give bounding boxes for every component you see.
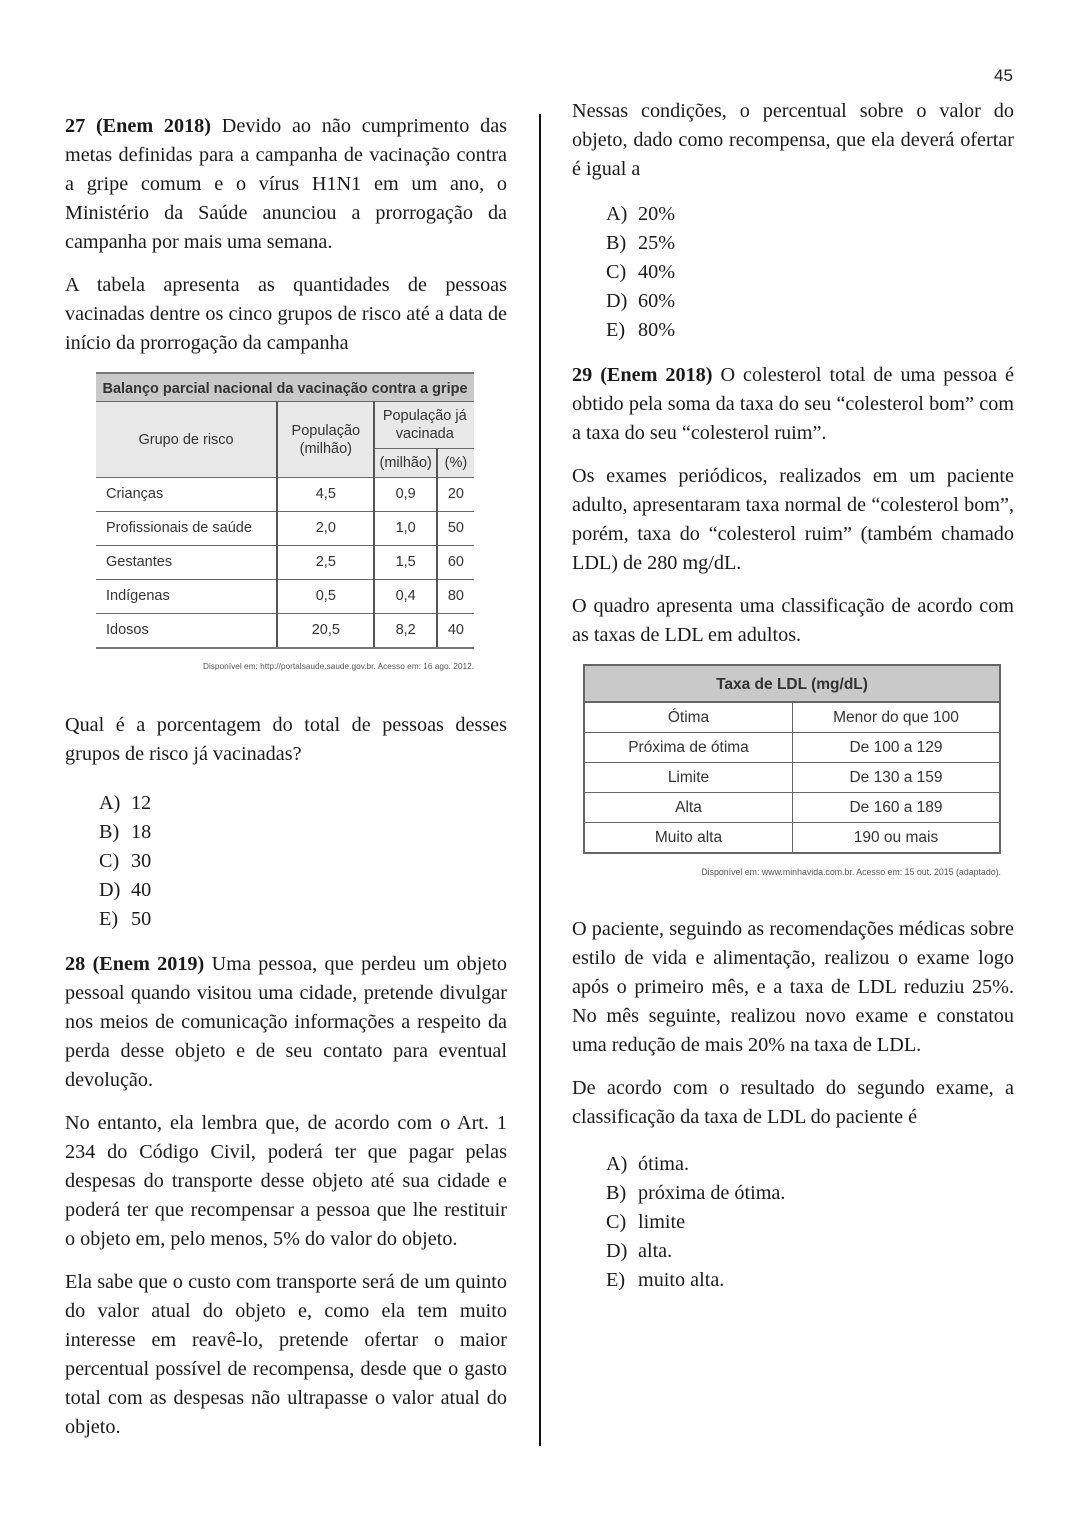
q28-intro xyxy=(65,950,507,1095)
table-row xyxy=(584,823,1000,854)
header-group: Grupo de risco xyxy=(96,402,277,478)
cell-vaccinated: 0,4 xyxy=(374,580,436,614)
page-number: 45 xyxy=(994,66,1013,85)
q28-text2: No entanto, ela lembra que, de acordo com o Art. 1 234 do Código Civil, poderá ter que pagar pelas despesas do transporte desse objeto até sua cidade e poderá ter que recompensar a pessoa que lhe restituir o objeto em, pelo menos, 5% do valor do objeto. xyxy=(65,1112,507,1250)
q29-question: De acordo com o resultado do segundo exame, a classificação da taxa de LDL do paciente é xyxy=(572,1077,1014,1128)
option-a[interactable]: A) ótima. xyxy=(606,1153,690,1175)
cell-class: Limite xyxy=(584,763,793,793)
cell-class: Ótima xyxy=(584,702,793,733)
cell-class: Próxima de ótima xyxy=(584,733,793,763)
cell-class: Muito alta xyxy=(584,823,793,854)
cell-class: Alta xyxy=(584,793,793,823)
cell-population: 20,5 xyxy=(277,614,374,649)
cell-range: De 130 a 159 xyxy=(793,763,1001,793)
q28-options xyxy=(606,200,1014,345)
cell-group: Gestantes xyxy=(96,546,277,580)
table-row xyxy=(584,793,1000,823)
table-row xyxy=(584,763,1000,793)
cell-range: 190 ou mais xyxy=(793,823,1001,854)
table-row xyxy=(584,702,1000,733)
table-row xyxy=(96,512,474,546)
table-row xyxy=(96,614,474,649)
q27-text1: Devido ao não cumprimento das metas definidas para a campanha de vacinação contra a gripe comum e o vírus H1N1 em um ano, o Ministério da Saúde anunciou a prorrogação da campanha por mais uma semana. xyxy=(65,115,508,253)
cell-vaccinated: 1,5 xyxy=(374,546,436,580)
q27-source: (Enem 2018) xyxy=(95,115,212,137)
table-row xyxy=(584,733,1000,763)
cell-percent: 80 xyxy=(437,580,474,614)
option-e[interactable]: E) 80% xyxy=(606,319,676,341)
table-row xyxy=(96,546,474,580)
vaccination-table-wrap xyxy=(96,372,474,681)
option-b[interactable]: B) próxima de ótima. xyxy=(606,1182,786,1204)
cell-range: De 160 a 189 xyxy=(793,793,1001,823)
q29-text4: O paciente, seguindo as recomendações médicas sobre estilo de vida e alimentação, realizou o exame logo após o primeiro mês, e a taxa de LDL reduziu 25%. No mês seguinte, realizou novo exame e constatou uma redução de mais 20% na taxa de LDL. xyxy=(572,918,1014,1056)
q29-text3: O quadro apresenta uma classificação de acordo com as taxas de LDL em adultos. xyxy=(572,595,1014,646)
q27-options xyxy=(99,789,507,934)
q29-number: 29 xyxy=(572,364,593,386)
option-a[interactable]: A) 20% xyxy=(606,203,676,225)
cell-population: 2,0 xyxy=(277,512,374,546)
header-vaccinated: População já vacinada xyxy=(374,402,474,449)
column-divider xyxy=(539,114,541,1446)
question-27 xyxy=(65,112,507,934)
vaccination-table-title: Balanço parcial nacional da vacinação contra a gripe xyxy=(96,373,474,402)
ldl-table xyxy=(583,664,1001,854)
option-d[interactable]: D) 40 xyxy=(99,879,152,901)
option-c[interactable]: C) 30 xyxy=(99,850,152,872)
cell-population: 2,5 xyxy=(277,546,374,580)
q28-source: (Enem 2019) xyxy=(92,953,205,975)
cell-vaccinated: 1,0 xyxy=(374,512,436,546)
cell-group: Idosos xyxy=(96,614,277,649)
q28-text3: Ela sabe que o custo com transporte será de um quinto do valor atual do objeto e, como ela tem muito interesse em reavê-lo, pretende ofertar o maior percentual possível de recompensa, desde que o gasto total com as despesas não ultrapasse o valor atual do objeto. xyxy=(65,1271,507,1438)
q27-number: 27 xyxy=(65,115,86,137)
question-29 xyxy=(572,361,1014,1295)
table-row xyxy=(96,478,474,512)
question-28-continued xyxy=(572,97,1014,345)
q28-text1: Uma pessoa, que perdeu um objeto pessoal quando visitou uma cidade, pretende divulgar nos meios de comunicação informações a respeito da perda desse objeto e de seu contato para eventual devolução. xyxy=(65,953,508,1091)
option-e[interactable]: E) muito alta. xyxy=(606,1269,725,1291)
cell-percent: 60 xyxy=(437,546,474,580)
header-vaccinated-million: (milhão) xyxy=(374,449,436,478)
option-b[interactable]: B) 18 xyxy=(99,821,152,843)
cell-group: Indígenas xyxy=(96,580,277,614)
table-row xyxy=(96,580,474,614)
q29-source: (Enem 2018) xyxy=(600,364,713,386)
cell-range: Menor do que 100 xyxy=(793,702,1001,733)
q29-text1: O colesterol total de uma pessoa é obtido pela soma da taxa do seu “colesterol bom” com a taxa do seu “colesterol ruim”. xyxy=(572,364,1014,444)
q29-options xyxy=(606,1150,1014,1295)
option-d[interactable]: D) alta. xyxy=(606,1240,673,1262)
q29-text2: Os exames periódicos, realizados em um paciente adulto, apresentaram taxa normal de “colesterol bom”, porém, taxa do “colesterol ruim” (também chamado LDL) de 280 mg/dL. xyxy=(572,465,1014,574)
question-28 xyxy=(65,950,507,1442)
option-e[interactable]: E) 50 xyxy=(99,908,152,930)
option-c[interactable]: C) limite xyxy=(606,1211,686,1233)
right-column xyxy=(572,100,1014,1311)
q27-intro xyxy=(65,112,507,257)
q29-intro xyxy=(572,361,1014,448)
q27-question: Qual é a porcentagem do total de pessoas desses grupos de risco já vacinadas? xyxy=(65,714,507,765)
option-c[interactable]: C) 40% xyxy=(606,261,676,283)
cell-group: Profissionais de saúde xyxy=(96,512,277,546)
cell-population: 0,5 xyxy=(277,580,374,614)
ldl-table-title: Taxa de LDL (mg/dL) xyxy=(584,665,1000,702)
ldl-table-source: Disponível em: www.minhavida.com.br. Acesso em: 15 out. 2015 (adaptado). xyxy=(701,867,1001,877)
q27-text2: A tabela apresenta as quantidades de pessoas vacinadas dentre os cinco grupos de risco até a data de início da prorrogação da campanha xyxy=(65,274,507,354)
header-vaccinated-percent: (%) xyxy=(437,449,474,478)
cell-group: Crianças xyxy=(96,478,277,512)
cell-percent: 20 xyxy=(437,478,474,512)
ldl-table-wrap xyxy=(583,664,1001,887)
q28-number: 28 xyxy=(65,953,86,975)
cell-vaccinated: 8,2 xyxy=(374,614,436,649)
q28-question: Nessas condições, o percentual sobre o valor do objeto, dado como recompensa, que ela deverá ofertar é igual a xyxy=(572,100,1014,180)
header-population: População (milhão) xyxy=(277,402,374,478)
cell-population: 4,5 xyxy=(277,478,374,512)
left-column xyxy=(65,112,507,1456)
cell-percent: 40 xyxy=(437,614,474,649)
vaccination-table xyxy=(96,372,474,649)
option-a[interactable]: A) 12 xyxy=(99,792,152,814)
option-b[interactable]: B) 25% xyxy=(606,232,676,254)
cell-percent: 50 xyxy=(437,512,474,546)
option-d[interactable]: D) 60% xyxy=(606,290,676,312)
cell-vaccinated: 0,9 xyxy=(374,478,436,512)
vaccination-table-source: Disponível em: http://portalsaude.saude.gov.br. Acesso em: 16 ago. 2012. xyxy=(202,661,474,671)
cell-range: De 100 a 129 xyxy=(793,733,1001,763)
